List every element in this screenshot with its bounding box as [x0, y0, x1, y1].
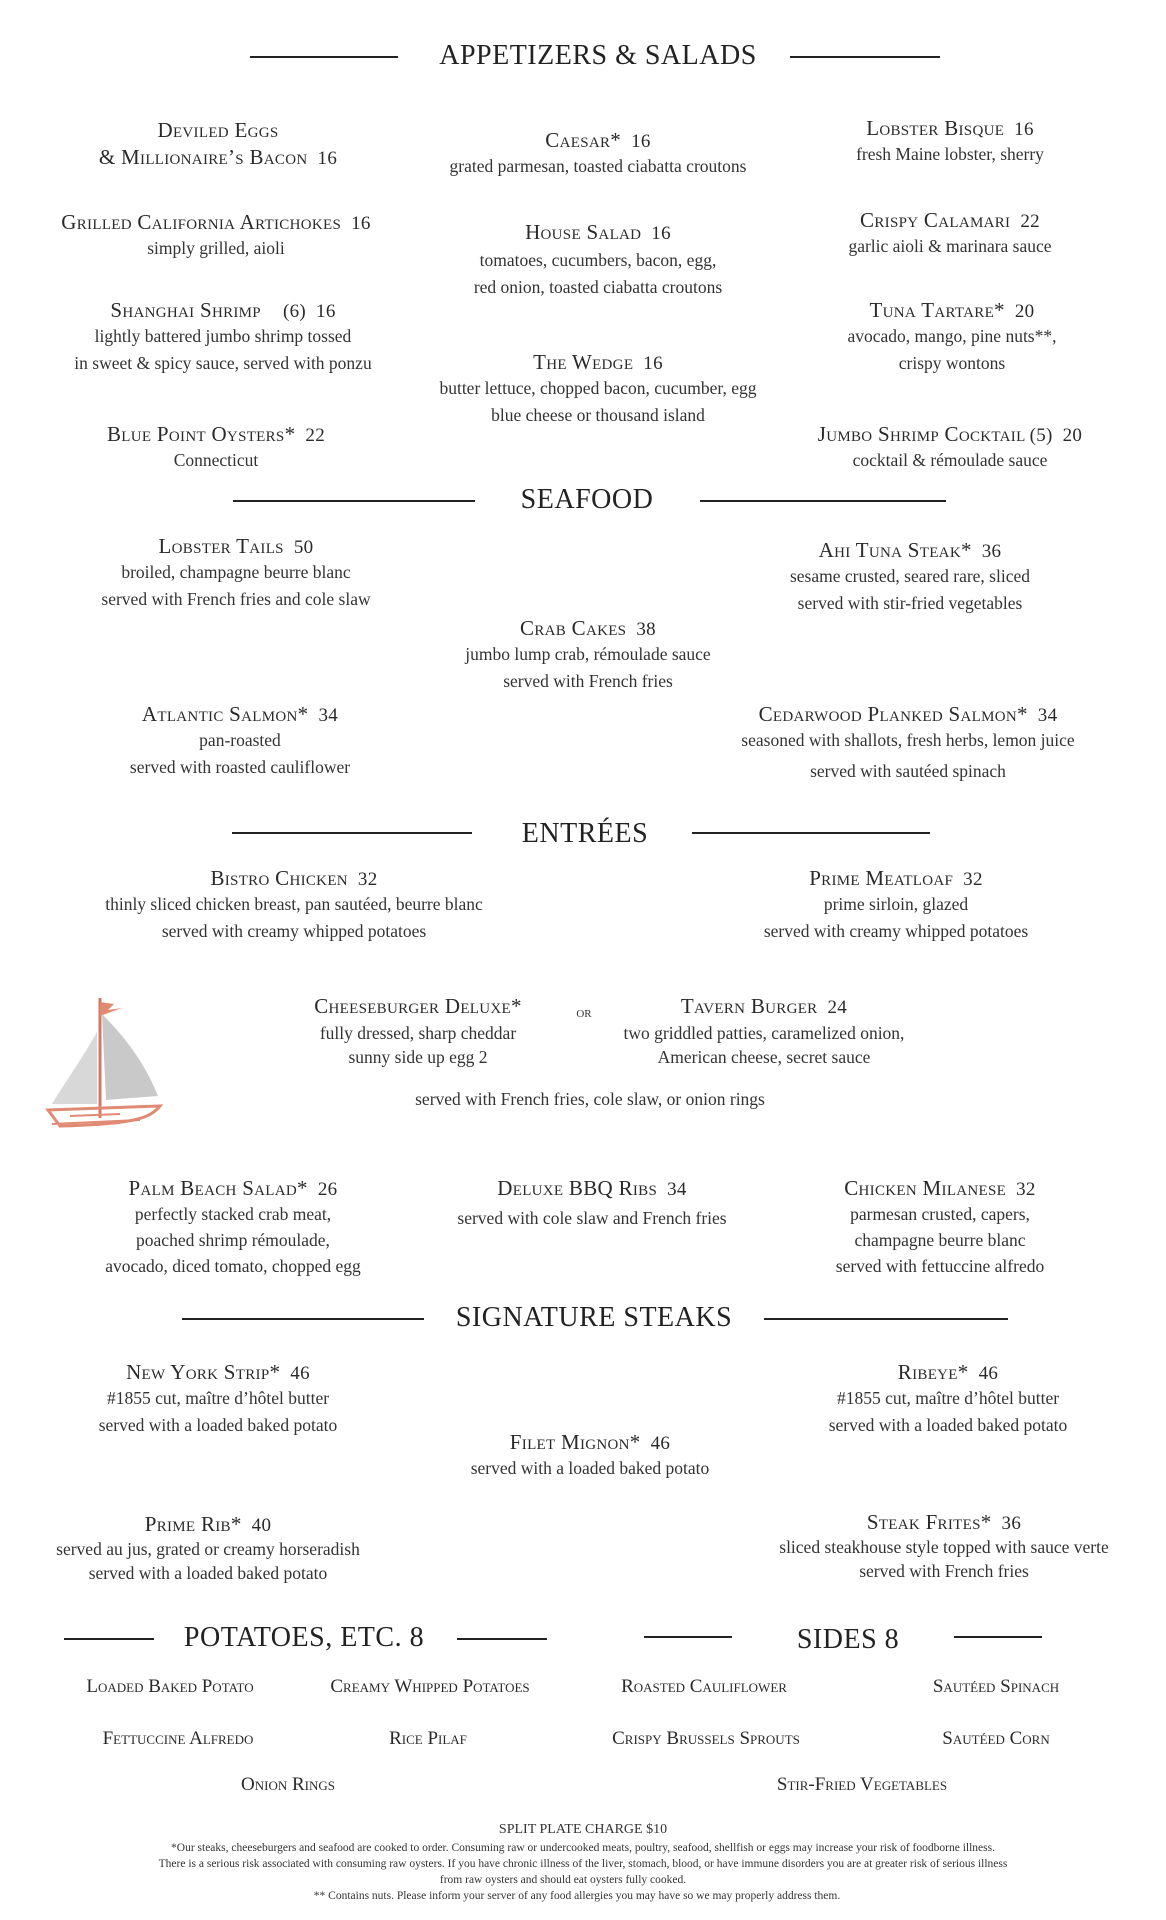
- item-name: Shanghai Shrimp: [110, 298, 261, 322]
- item-name: Chicken Milanese: [844, 1176, 1007, 1200]
- item-name: Crispy Calamari: [860, 208, 1011, 232]
- item-desc: #1855 cut, maître d’hôtel butter: [836, 1388, 1060, 1408]
- item-desc: American cheese, secret sauce: [657, 1047, 871, 1067]
- item-price: 34: [1037, 705, 1058, 726]
- item-name: Tuna Tartare*: [869, 298, 1005, 322]
- section-rule: [692, 832, 930, 834]
- item-price: 38: [636, 619, 656, 640]
- item-desc: prime sirloin, glazed: [823, 894, 969, 914]
- section-title-appetizers: APPETIZERS & SALADS: [439, 40, 757, 71]
- menu-item-cheeseburger: [314, 994, 522, 1069]
- item-name: Caesar*: [545, 128, 622, 152]
- menu-item-oysters: [107, 422, 325, 474]
- item-name: Filet Mignon*: [509, 1430, 641, 1454]
- section-rule: [182, 1318, 424, 1320]
- item-desc: served with creamy whipped potatoes: [763, 921, 1029, 941]
- section-rule: [233, 500, 475, 502]
- side-item: Crispy Brussels Sprouts: [612, 1728, 800, 1749]
- item-desc: tomatoes, cucumbers, bacon, egg,: [479, 250, 717, 270]
- menu-item-prime-rib: [56, 1512, 360, 1585]
- item-desc: served with sautéed spinach: [810, 761, 1006, 781]
- item-name: Atlantic Salmon*: [141, 702, 309, 726]
- side-item: Roasted Cauliflower: [621, 1676, 787, 1697]
- item-desc: grated parmesan, toasted ciabatta croutons: [449, 156, 747, 176]
- menu-item-ribeye: [829, 1360, 1068, 1439]
- section-rule: [457, 1638, 547, 1640]
- disclaimer-line: from raw oysters and should eat oysters fully cooked.: [439, 1874, 687, 1886]
- item-price: 34: [318, 705, 339, 726]
- item-desc: cocktail & rémoulade sauce: [852, 450, 1048, 470]
- section-rule: [644, 1636, 732, 1638]
- disclaimer-line: *Our steaks, cheeseburgers and seafood are cooked to order. Consuming raw or undercooked meats, poultry, seafood, shellfish or eggs may increase your risk of foodborne illness.: [171, 1842, 995, 1854]
- menu-item-tavern-burger: [624, 994, 905, 1069]
- sailboat-main-sail: [102, 1014, 158, 1100]
- menu-item-ahi-tuna: [790, 538, 1030, 617]
- item-name: Crab Cakes: [520, 616, 627, 640]
- item-price: 22: [305, 425, 325, 446]
- item-desc: blue cheese or thousand island: [491, 405, 705, 425]
- potato-item: Rice Pilaf: [389, 1728, 467, 1749]
- menu-item-house-salad: [474, 220, 722, 301]
- item-price: 16: [317, 148, 338, 169]
- menu-item-artichokes: [61, 210, 370, 262]
- section-rule: [954, 1636, 1042, 1638]
- item-desc: thinly sliced chicken breast, pan sautéed, beurre blanc: [105, 894, 483, 914]
- item-desc: served with fettuccine alfredo: [835, 1256, 1045, 1276]
- item-desc: served with creamy whipped potatoes: [161, 921, 427, 941]
- item-name: Steak Frites*: [866, 1510, 992, 1534]
- item-desc: fresh Maine lobster, sherry: [856, 144, 1044, 164]
- item-price: 32: [963, 869, 983, 890]
- menu-item-crab-cakes: [465, 616, 710, 695]
- item-name: Blue Point Oysters*: [107, 422, 296, 446]
- item-desc: avocado, mango, pine nuts**,: [847, 326, 1057, 346]
- item-name: Lobster Bisque: [866, 116, 1005, 140]
- item-desc: sesame crusted, seared rare, sliced: [789, 566, 1031, 586]
- item-desc: champagne beurre blanc: [854, 1230, 1026, 1250]
- item-desc: garlic aioli & marinara sauce: [848, 236, 1052, 256]
- item-price: 20: [1014, 301, 1035, 322]
- item-price: 16: [1014, 119, 1034, 140]
- item-desc: served with a loaded baked potato: [88, 1563, 328, 1583]
- item-desc: poached shrimp rémoulade,: [136, 1230, 330, 1250]
- menu-item-bistro-chicken: [105, 866, 483, 945]
- menu-item-meatloaf: [764, 866, 1028, 945]
- section-rule: [790, 56, 940, 58]
- item-price: 50: [293, 537, 314, 558]
- item-desc: jumbo lump crab, rémoulade sauce: [465, 644, 711, 664]
- menu-item-steak-frites: [779, 1510, 1108, 1583]
- item-desc: served with roasted cauliflower: [129, 757, 351, 777]
- sailboat-flag: [100, 1002, 122, 1016]
- menu-item-tuna-tartare: [848, 298, 1057, 377]
- split-plate-charge: SPLIT PLATE CHARGE $10: [498, 1822, 668, 1837]
- menu-item-calamari: [848, 208, 1051, 260]
- section-rule: [700, 500, 946, 502]
- side-item: Sautéed Spinach: [932, 1676, 1060, 1697]
- item-price: 22: [1020, 211, 1040, 232]
- item-name: Prime Meatloaf: [809, 866, 954, 890]
- disclaimer-line: There is a serious risk associated with consuming raw oysters. If you have chronic illness of the liver, stomach, blood, or have immune disorders you are at greater risk of serious illness: [158, 1858, 1008, 1870]
- potato-item: Onion Rings: [241, 1774, 335, 1795]
- side-item: Stir-Fried Vegetables: [776, 1774, 948, 1795]
- item-desc: crispy wontons: [898, 353, 1006, 373]
- item-desc: served with a loaded baked potato: [828, 1415, 1068, 1435]
- item-price: 40: [251, 1515, 272, 1536]
- item-name: Prime Rib*: [144, 1512, 242, 1536]
- item-desc: two griddled patties, caramelized onion,: [623, 1023, 905, 1043]
- item-desc: served with French fries and cole slaw: [101, 589, 371, 609]
- item-price: 36: [1001, 1513, 1022, 1534]
- item-price: 16: [651, 223, 671, 244]
- menu-item-ny-strip: [99, 1360, 338, 1439]
- item-desc: served with French fries: [859, 1561, 1029, 1581]
- item-price: 46: [650, 1433, 671, 1454]
- item-desc: #1855 cut, maître d’hôtel butter: [106, 1388, 330, 1408]
- item-price: 16: [643, 353, 663, 374]
- item-desc: lightly battered jumbo shrimp tossed: [94, 326, 352, 346]
- section-title-seafood: SEAFOOD: [520, 484, 654, 515]
- section-title-steaks: SIGNATURE STEAKS: [455, 1302, 733, 1333]
- potato-item: Fettuccine Alfredo: [102, 1728, 254, 1749]
- potato-item: Loaded Baked Potato: [86, 1676, 254, 1697]
- item-desc: seasoned with shallots, fresh herbs, lemon juice: [741, 730, 1075, 750]
- item-name: Deviled Eggs: [157, 118, 279, 142]
- item-name: New York Strip*: [126, 1360, 281, 1384]
- item-price: 16: [351, 213, 371, 234]
- item-desc: butter lettuce, chopped bacon, cucumber, egg: [439, 378, 757, 398]
- item-name: House Salad: [525, 220, 642, 244]
- item-desc: simply grilled, aioli: [147, 238, 285, 258]
- item-name: Lobster Tails: [158, 534, 284, 558]
- item-name: Cheeseburger Deluxe*: [314, 994, 522, 1018]
- item-desc: Connecticut: [173, 450, 259, 470]
- item-count: (5): [1029, 425, 1053, 446]
- item-desc: pan-roasted: [199, 730, 281, 750]
- item-desc: served with stir-fried vegetables: [797, 593, 1023, 613]
- item-price: 46: [978, 1363, 999, 1384]
- item-price: 24: [827, 997, 848, 1018]
- item-name: Jumbo Shrimp Cocktail: [817, 422, 1026, 446]
- item-desc: red onion, toasted ciabatta croutons: [473, 277, 723, 297]
- item-desc: served with French fries: [503, 671, 673, 691]
- item-price: 34: [667, 1179, 687, 1200]
- potato-item: Creamy Whipped Potatoes: [330, 1676, 530, 1697]
- item-price: 46: [290, 1363, 310, 1384]
- item-price: 16: [316, 301, 336, 322]
- item-desc: perfectly stacked crab meat,: [134, 1204, 332, 1224]
- menu-item-atlantic-salmon: [130, 702, 350, 781]
- item-price: 32: [1016, 1179, 1036, 1200]
- section-title-potatoes: POTATOES, ETC. 8: [183, 1622, 425, 1653]
- item-price: 16: [631, 131, 651, 152]
- menu-item-lobster-tails: [101, 534, 370, 613]
- item-count: (6): [282, 301, 307, 322]
- item-desc: fully dressed, sharp cheddar: [319, 1023, 517, 1043]
- menu-item-bbq-ribs: [457, 1176, 726, 1232]
- menu-item-lobster-bisque: [856, 116, 1044, 168]
- menu-item-palm-beach-salad: [105, 1176, 361, 1279]
- item-desc: served au jus, grated or creamy horseradish: [56, 1539, 360, 1559]
- menu-item-chicken-milanese: [836, 1176, 1044, 1279]
- menu-item-caesar: [450, 128, 747, 180]
- item-price: 32: [357, 869, 378, 890]
- item-price: 36: [981, 541, 1002, 562]
- item-desc: parmesan crusted, capers,: [850, 1204, 1030, 1224]
- sailboat-icon: [40, 992, 170, 1142]
- item-name: The Wedge: [533, 350, 634, 374]
- item-price: 20: [1062, 425, 1083, 446]
- menu-item-filet-mignon: [471, 1430, 710, 1482]
- menu-item-cedarwood-salmon: [741, 702, 1074, 785]
- item-name: Grilled California Artichokes: [61, 210, 342, 234]
- item-desc: broiled, champagne beurre blanc: [121, 562, 351, 582]
- item-name: Deluxe BBQ Ribs: [497, 1176, 658, 1200]
- menu-item-wedge: [439, 350, 756, 429]
- section-rule: [232, 832, 472, 834]
- burger-served-with: served with French fries, cole slaw, or onion rings: [415, 1089, 765, 1109]
- item-name: Bistro Chicken: [210, 866, 348, 890]
- item-name: Tavern Burger: [680, 994, 818, 1018]
- item-desc: sunny side up egg 2: [348, 1047, 488, 1067]
- section-rule: [764, 1318, 1008, 1320]
- or-separator: or: [576, 1004, 592, 1021]
- section-rule: [64, 1638, 154, 1640]
- item-name: Cedarwood Planked Salmon*: [758, 702, 1028, 726]
- item-name: & Millionaire’s Bacon: [98, 145, 308, 169]
- section-rule: [250, 56, 398, 58]
- item-desc: served with cole slaw and French fries: [457, 1208, 727, 1228]
- item-name: Ribeye*: [897, 1360, 969, 1384]
- section-title-entrees: ENTRÉES: [521, 818, 649, 849]
- item-desc: sliced steakhouse style topped with sauce verte: [779, 1537, 1109, 1557]
- menu-item-shrimp-cocktail: [818, 422, 1082, 474]
- item-desc: in sweet & spicy sauce, served with ponzu: [74, 353, 372, 373]
- sailboat-jib-sail: [52, 1032, 97, 1104]
- section-title-sides: SIDES 8: [796, 1624, 900, 1655]
- menu-item-deviled-eggs: [99, 118, 337, 170]
- side-item: Sautéed Corn: [942, 1728, 1050, 1749]
- item-desc: served with a loaded baked potato: [470, 1458, 710, 1478]
- item-name: Palm Beach Salad*: [128, 1176, 308, 1200]
- item-name: Ahi Tuna Steak*: [818, 538, 972, 562]
- allergy-notice: ** Contains nuts. Please inform your server of any food allergies you may have so we may properly address them.: [313, 1890, 841, 1902]
- item-desc: served with a loaded baked potato: [98, 1415, 338, 1435]
- item-desc: avocado, diced tomato, chopped egg: [105, 1256, 361, 1276]
- menu-item-shanghai-shrimp: [74, 298, 371, 377]
- item-price: 26: [317, 1179, 338, 1200]
